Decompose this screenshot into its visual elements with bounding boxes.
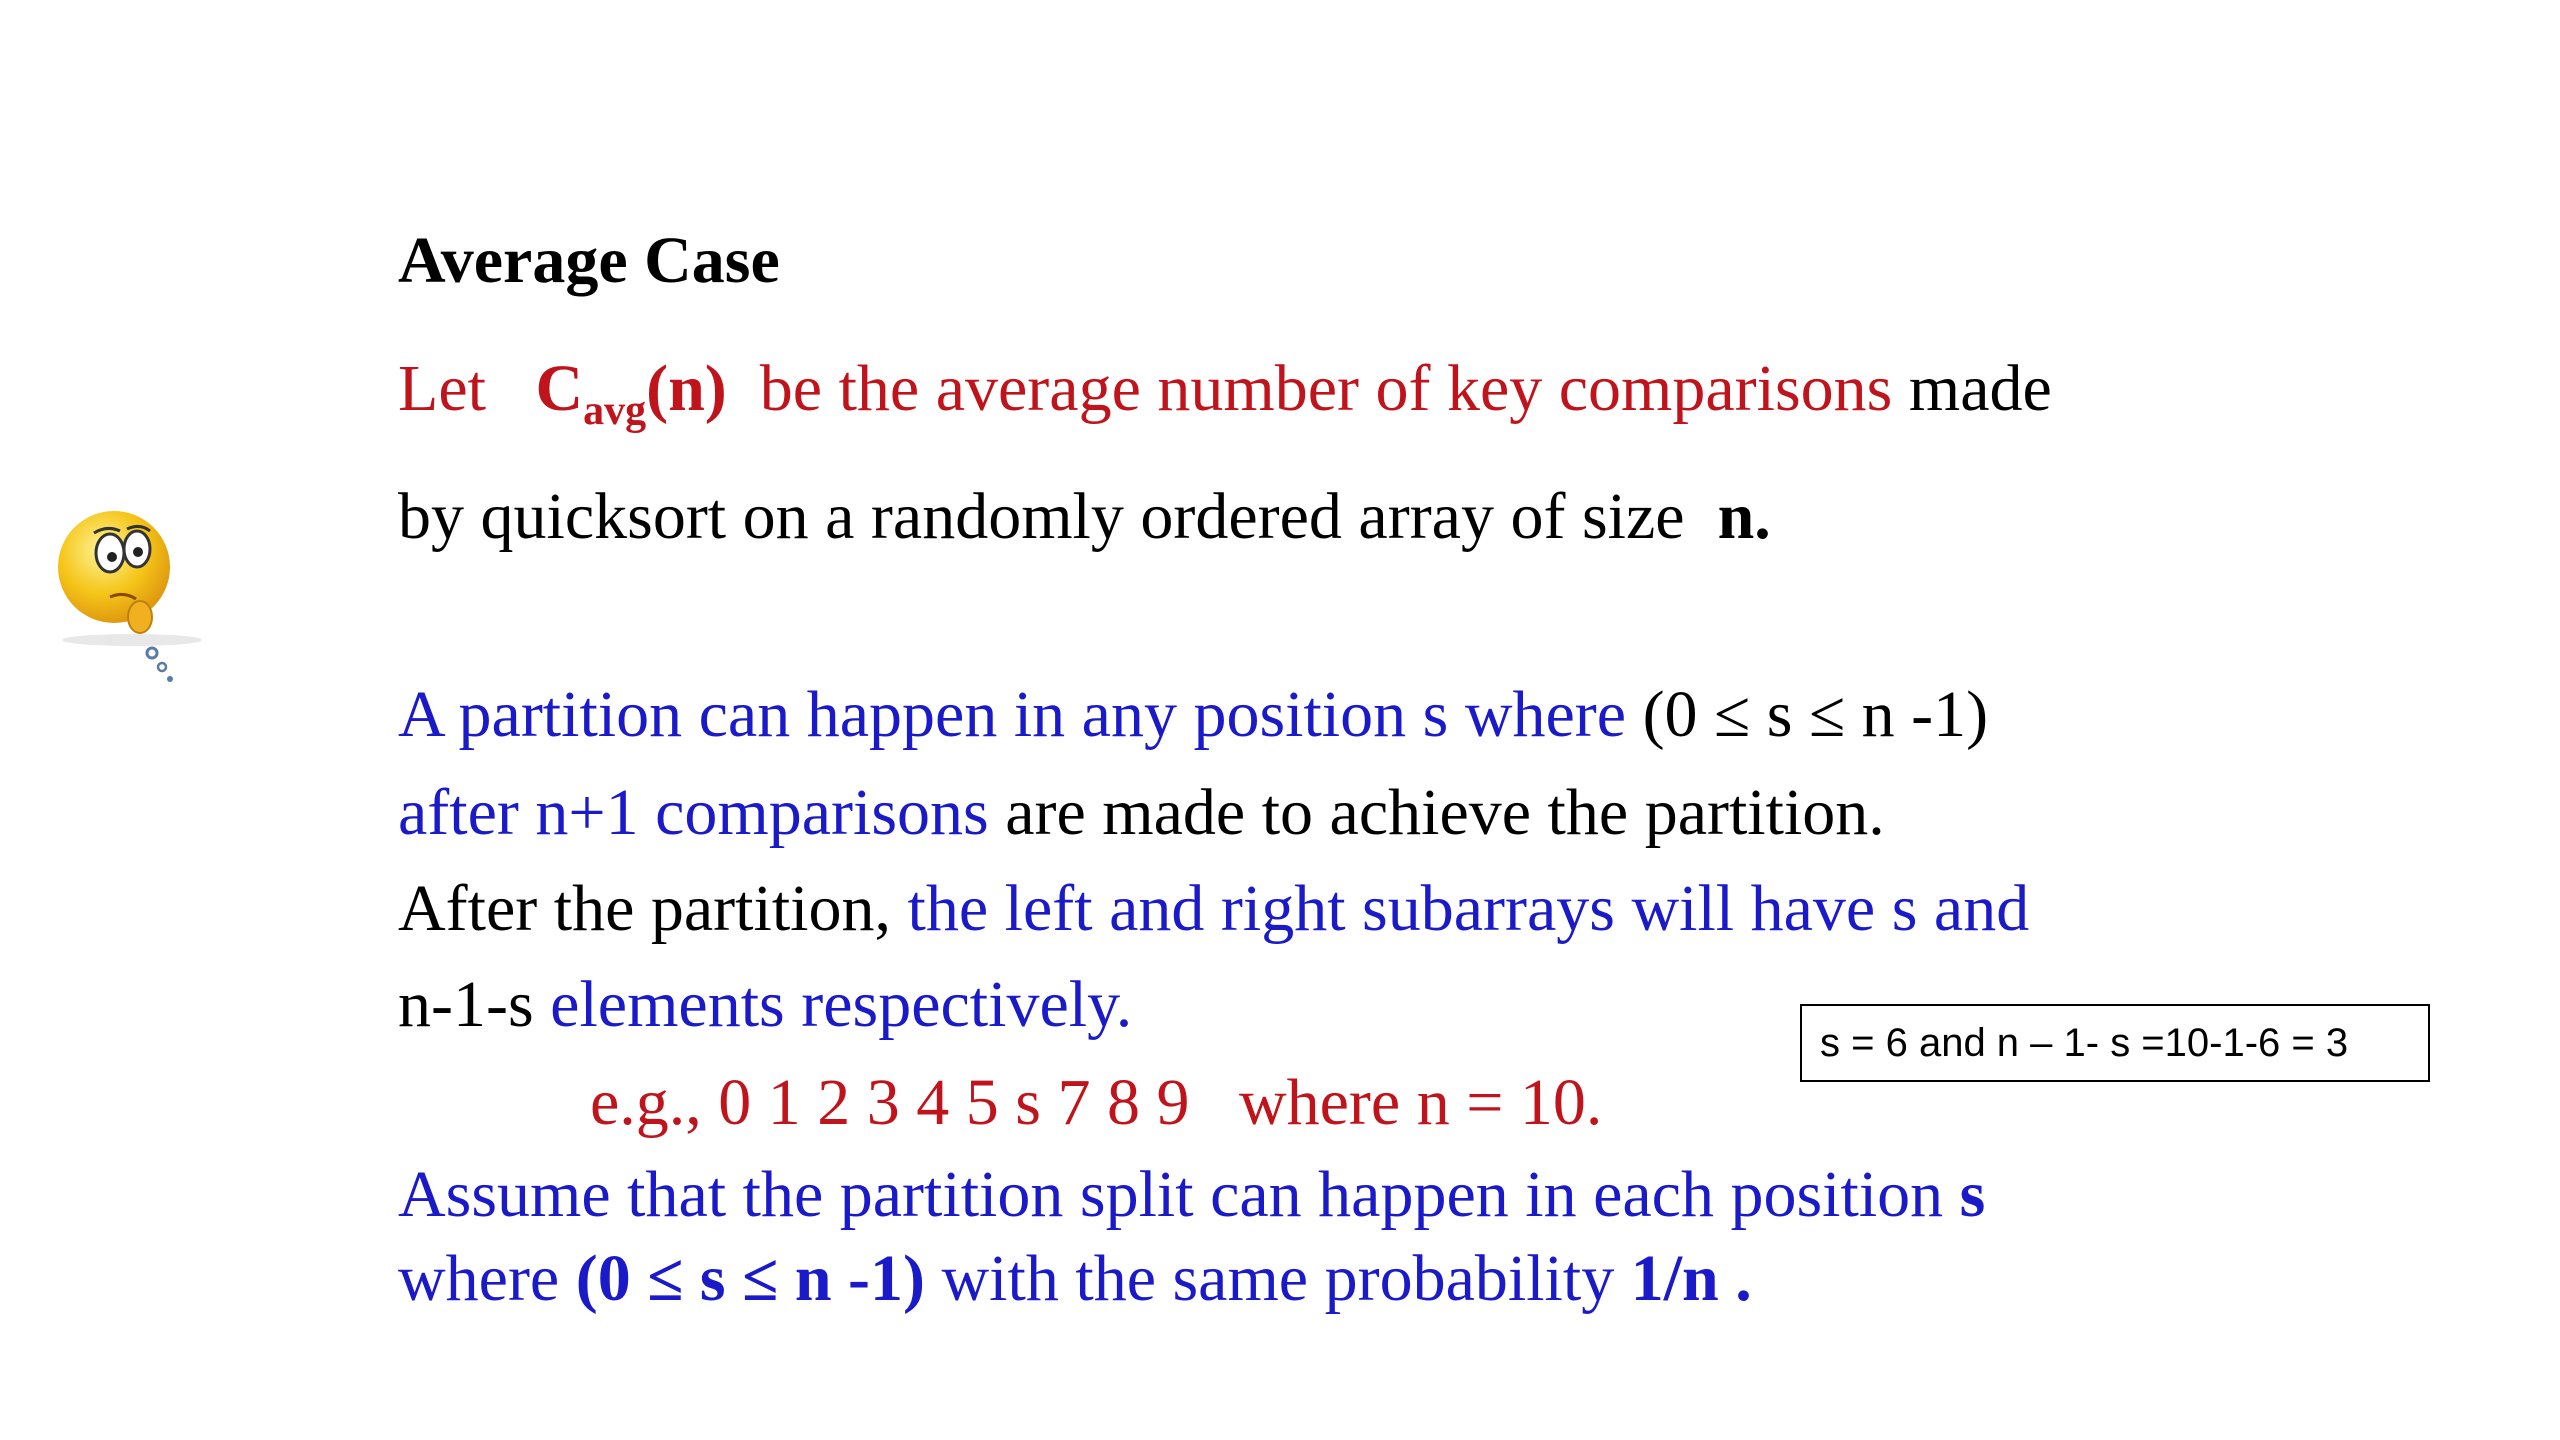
line-elements [398, 968, 1133, 1041]
assume-text: Assume that the partition split can happen in each position [398, 1158, 1944, 1231]
partition-range: (0 ≤ s ≤ n -1) [1642, 678, 1989, 751]
where-text: where [398, 1242, 560, 1315]
let-text: Let [398, 352, 486, 425]
comparisons-text: are made to achieve the partition. [1005, 776, 1885, 849]
line-partition-position [398, 678, 1989, 751]
probability-value: 1/n . [1630, 1242, 1752, 1315]
comparisons-count: after n+1 comparisons [398, 776, 989, 849]
quicksort-text: by quicksort on a randomly ordered array of size [398, 480, 1685, 553]
cavg-symbol: $C_{avg}(n)$ [535, 352, 727, 434]
definition-red-text: be the average number of key comparisons [759, 352, 1893, 425]
slide-title: Average Case [398, 224, 780, 297]
line-cavg-definition [398, 352, 2052, 434]
line-quicksort [398, 480, 1771, 553]
line-after-partition [398, 872, 2030, 945]
line-assume [398, 1158, 1986, 1231]
probability-text: with the same probability [941, 1242, 1615, 1315]
line-comparisons [398, 776, 1885, 849]
example-line: e.g., 0 1 2 3 4 5 s 7 8 9 where n = 10. [590, 1066, 1603, 1139]
range-bold: (0 ≤ s ≤ n -1) [575, 1242, 926, 1315]
thinking-face-icon [52, 505, 212, 685]
n-minus-1-minus-s: n-1-s [398, 968, 534, 1041]
definition-black-text: made [1908, 352, 2052, 425]
partition-position-text: A partition can happen in any position s where [398, 678, 1627, 751]
after-partition-text: After the partition, [398, 872, 892, 945]
subarrays-text: the left and right subarrays will have s and [907, 872, 2030, 945]
example-callout-box: s = 6 and n – 1- s =10-1-6 = 3 [1800, 1004, 2430, 1082]
position-s: s [1959, 1158, 1986, 1231]
elements-respectively: elements respectively. [550, 968, 1133, 1041]
size-n: n. [1717, 480, 1771, 553]
line-probability [398, 1242, 1752, 1315]
